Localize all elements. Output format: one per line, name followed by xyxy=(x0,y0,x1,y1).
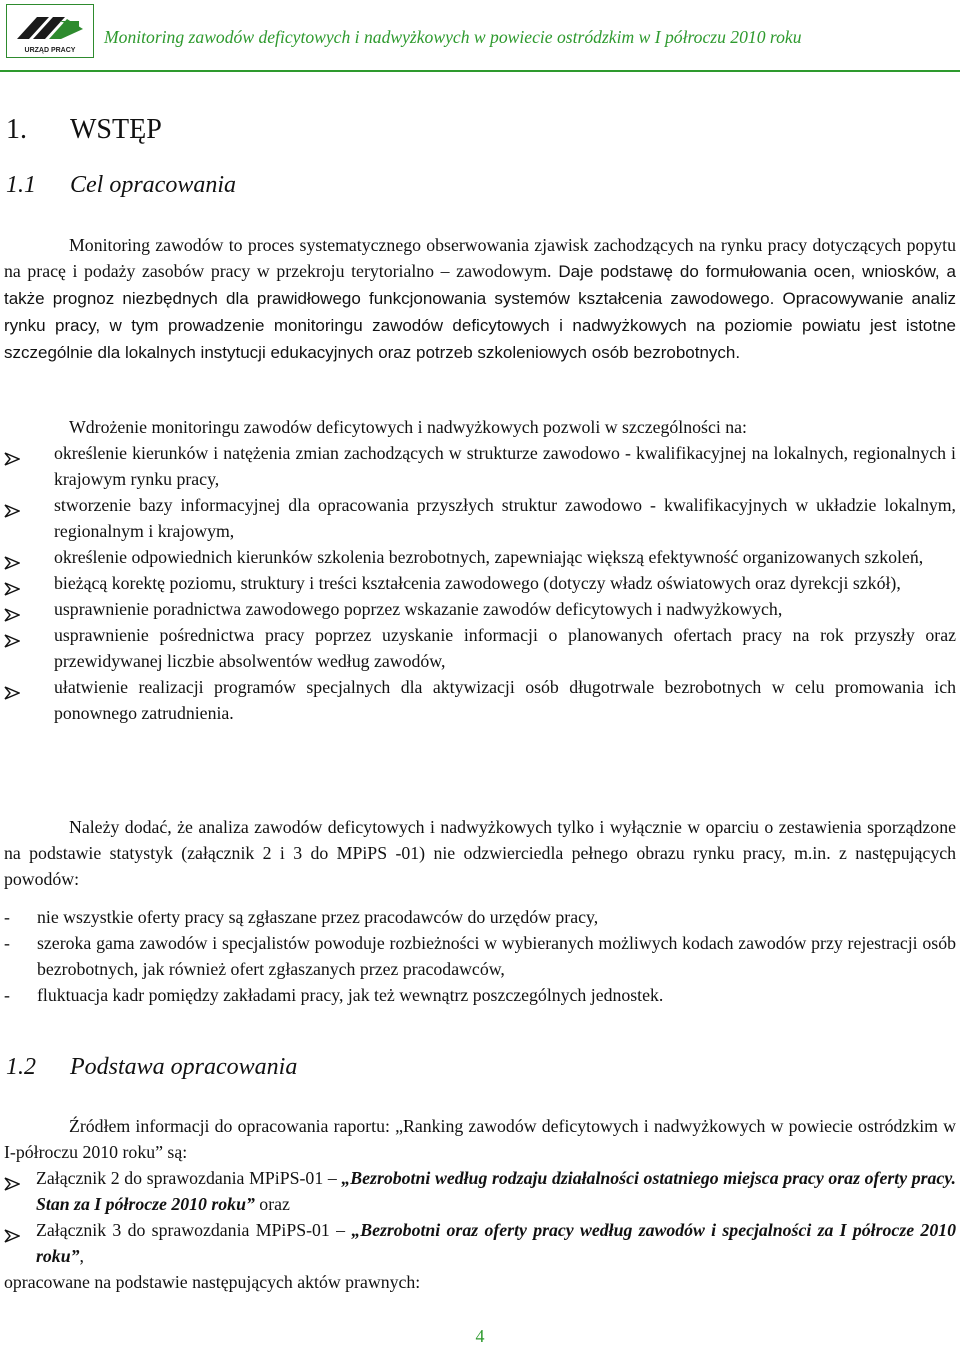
reason-text: fluktuacja kadr pomiędzy zakładami pracy, jak też wewnątrz poszczególnych jednostek. xyxy=(37,985,664,1005)
section-heading-1-1 xyxy=(6,172,236,199)
source-title: „Bezrobotni oraz oferty pracy według zawodów i specjalności za I półrocze 2010 roku” xyxy=(36,1220,956,1266)
list-item xyxy=(4,1217,956,1269)
source-title: „Bezrobotni według rodzaju działalności ostatniego miejsca pracy oraz oferty pracy. Stan za I półrocze 2010 roku” xyxy=(36,1168,956,1214)
goal-text: stworzenie bazy informacyjnej dla opracowania przyszłych struktur zawodowo - kwalifikacyjnych w układzie lokalnym, regionalnym i krajowym, xyxy=(54,495,956,541)
dash-bullet: - xyxy=(4,907,10,927)
list-item xyxy=(4,904,956,930)
section-title: Podstawa opracowania xyxy=(70,1054,298,1080)
intro-text-serif: Monitoring zawodów to proces systematycznego obserwowania zjawisk zachodzących na rynku pracy dotyczących popytu na pracę i podaży zasobów pracy w przekroju terytorialno – zawodowym. xyxy=(4,235,956,281)
arrow-bullet-icon xyxy=(4,629,20,655)
reason-text: szeroka gama zawodów i specjalistów powoduje rozbieżności w wybieranych możliwych kodach zawodów przy rejestracji osób bezrobotnych, jak również ofert zgłaszanych przez pracodawców, xyxy=(37,933,956,979)
source-label: Załącznik 3 do sprawozdania MPiPS-01 – xyxy=(36,1220,352,1240)
arrow-bullet-icon xyxy=(4,499,20,525)
list-item xyxy=(4,982,956,1008)
goal-text: określenie kierunków i natężenia zmian zachodzących w strukturze zawodowo - kwalifikacyjnej na lokalnych, regionalnych i krajowym rynku pracy, xyxy=(54,443,956,489)
list-item xyxy=(4,544,956,570)
goal-text: usprawnienie pośrednictwa pracy poprzez uzyskanie informacji o planowanych ofertach pracy na rok przyszły oraz przewidywanej liczbie absolwentów według zawodów, xyxy=(54,625,956,671)
list-item xyxy=(4,930,956,982)
section-heading-1 xyxy=(6,114,162,146)
basis-lead: Źródłem informacji do opracowania raportu: „Ranking zawodów deficytowych i nadwyżkowych w powiecie ostródzkim w I-półroczu 2010 roku” są: xyxy=(4,1116,956,1162)
page-header xyxy=(0,0,960,62)
basis-closing: opracowane na podstawie następujących aktów prawnych: xyxy=(4,1272,421,1292)
source-tail: oraz xyxy=(254,1194,290,1214)
goal-text: usprawnienie poradnictwa zawodowego poprzez wskazanie zawodów deficytowych i nadwyżkowych, xyxy=(54,599,783,619)
list-item xyxy=(4,1165,956,1217)
intro-paragraph xyxy=(4,232,956,366)
page-number: 4 xyxy=(475,1326,485,1346)
running-header-title: Monitoring zawodów deficytowych i nadwyżkowych w powiecie ostródzkim w I półroczu 2010 roku xyxy=(104,27,802,47)
intro-text-sans-1: Daje podstawę do formułowania ocen, wniosków, a także prognoz niezbędnych dla prawidłowego funkcjonowania systemów kształcenia zawodowego. xyxy=(4,262,956,308)
goals-list xyxy=(4,440,956,726)
section-number: 1. xyxy=(6,114,27,145)
list-item xyxy=(4,674,956,726)
reasons-list xyxy=(4,904,956,1008)
section-heading-1-2 xyxy=(6,1054,297,1081)
section-number: 1.2 xyxy=(6,1054,36,1080)
list-item xyxy=(4,570,956,596)
sources-list xyxy=(4,1165,956,1269)
section-title: WSTĘP xyxy=(70,114,162,145)
source-label: Załącznik 2 do sprawozdania MPiPS-01 – xyxy=(36,1168,342,1188)
goal-text: ułatwienie realizacji programów specjalnych dla aktywizacji osób długotrwale bezrobotnych w celu promowania ich ponownego zatrudnienia. xyxy=(54,677,956,723)
logo-text: URZĄD PRACY xyxy=(24,47,76,54)
arrow-bullet-icon xyxy=(4,447,20,473)
arrow-bullet-icon xyxy=(4,1172,20,1198)
section-number: 1.1 xyxy=(6,172,36,198)
office-logo xyxy=(6,4,94,58)
goal-text: określenie odpowiednich kierunków szkolenia bezrobotnych, zapewniając większą efektywność organizowanych szkoleń, xyxy=(54,547,924,567)
source-tail: , xyxy=(79,1246,84,1266)
section-title: Cel opracowania xyxy=(70,172,236,198)
goals-lead: Wdrożenie monitoringu zawodów deficytowych i nadwyżkowych pozwoli w szczególności na: xyxy=(69,417,747,437)
intro-block xyxy=(4,232,956,366)
arrow-bullet-icon xyxy=(4,681,20,707)
dash-bullet: - xyxy=(4,933,10,953)
intro-text-sans-2: Opracowywanie analiz rynku pracy, w tym prowadzenie monitoringu zawodów deficytowych i nadwyżkowych na poziomie powiatu jest istotne szczególnie dla lokalnych instytucji edukacyjnych oraz potrzeb szkoleniowych osób bezrobotnych. xyxy=(4,289,957,362)
dash-bullet: - xyxy=(4,985,10,1005)
reason-text: nie wszystkie oferty pracy są zgłaszane przez pracodawców do urzędów pracy, xyxy=(37,907,599,927)
list-item xyxy=(4,440,956,492)
list-item xyxy=(4,596,956,622)
header-rule xyxy=(0,70,960,72)
list-item xyxy=(4,622,956,674)
arrow-bullet-icon xyxy=(4,1224,20,1250)
note-block xyxy=(4,814,956,1008)
goals-block xyxy=(4,414,956,726)
goal-text: bieżącą korektę poziomu, struktury i treści kształcenia zawodowego (dotyczy władz oświatowych oraz dyrekcji szkół), xyxy=(54,573,901,593)
logo-arrows-icon xyxy=(15,11,85,45)
list-item xyxy=(4,492,956,544)
note-paragraph: Należy dodać, że analiza zawodów deficytowych i nadwyżkowych tylko i wyłącznie w oparciu o zestawienia sporządzone na podstawie statystyk (załącznik 2 i 3 do MPiPS -01) nie odzwierciedla pełnego obrazu rynku pracy, m.in. z następujących powodów: xyxy=(4,817,956,889)
basis-block xyxy=(4,1113,956,1295)
